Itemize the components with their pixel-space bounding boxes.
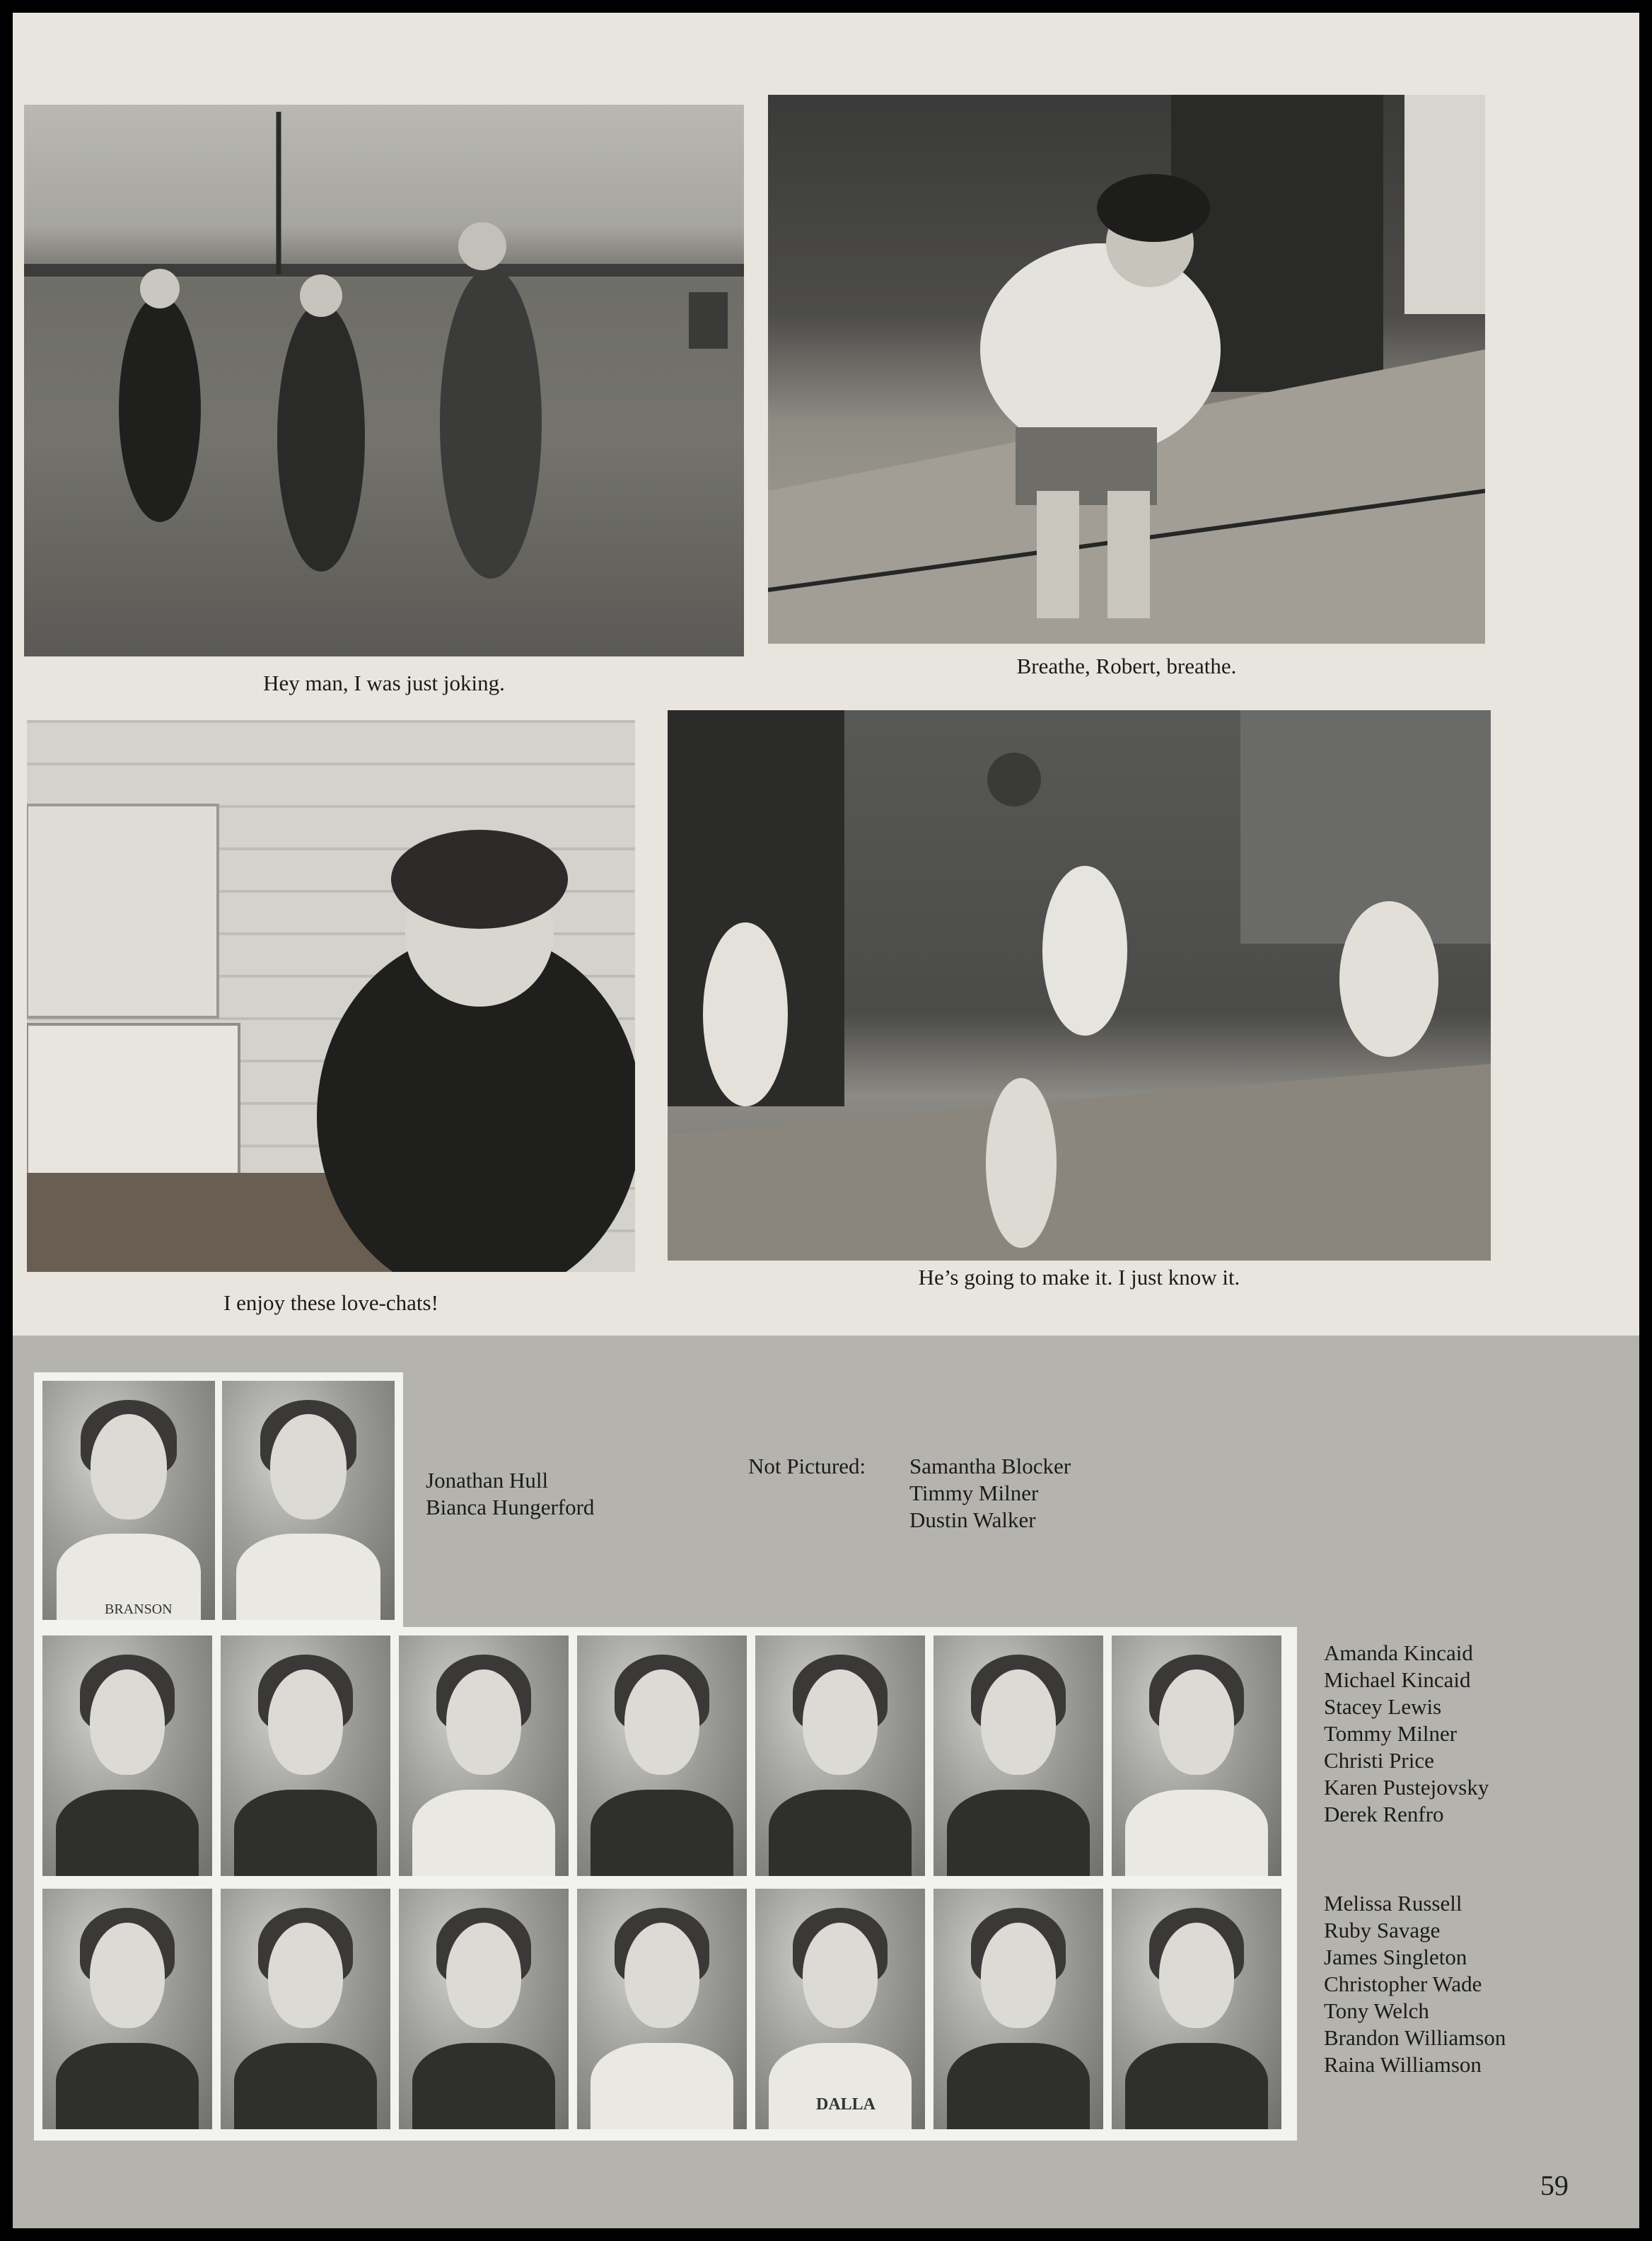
names-row2	[1324, 1890, 1506, 2078]
portrait-face	[268, 1923, 343, 2029]
portrait-face	[624, 1669, 699, 1776]
portrait-derek-renfro	[1112, 1635, 1281, 1876]
name-christopher-wade: Christopher Wade	[1324, 1971, 1482, 1996]
portrait-christi-price	[755, 1635, 925, 1876]
portrait-shirt	[769, 1790, 912, 1876]
portrait-christopher-wade	[577, 1889, 747, 2129]
names-row1	[1324, 1640, 1489, 1828]
portrait-jonathan-hull	[42, 1381, 215, 1620]
portrait-tommy-milner	[577, 1635, 747, 1876]
portrait-amanda-kincaid	[42, 1635, 212, 1876]
name-michael-kincaid: Michael Kincaid	[1324, 1667, 1471, 1692]
photo-gym-robert	[768, 95, 1485, 644]
portrait-shirt	[236, 1534, 381, 1620]
portrait-stacey-lewis	[399, 1635, 569, 1876]
portrait-face	[803, 1923, 878, 2029]
portrait-karen-pustejovsky	[933, 1635, 1103, 1876]
field-scene	[24, 105, 744, 656]
portrait-shirt	[234, 2043, 377, 2129]
portrait-shirt	[234, 1790, 377, 1876]
page-number: 59	[1540, 2170, 1569, 2201]
portrait-shirt	[1125, 2043, 1268, 2129]
portrait-face	[90, 1923, 165, 2029]
name-melissa-russell: Melissa Russell	[1324, 1891, 1462, 1916]
gym-scene	[768, 95, 1485, 644]
portrait-shirt	[591, 1790, 733, 1876]
caption-field: Hey man, I was just joking.	[263, 671, 505, 695]
basketball-scene	[668, 710, 1491, 1261]
name-karen-pustejovsky: Karen Pustejovsky	[1324, 1775, 1489, 1800]
portrait-melissa-russell	[42, 1889, 212, 2129]
shirt-print-branson: BRANSON	[105, 1602, 173, 1617]
name-christi-price: Christi Price	[1324, 1748, 1434, 1773]
yearbook-page	[13, 13, 1639, 2228]
portrait-face	[268, 1669, 343, 1776]
names-group1	[426, 1467, 594, 1521]
portrait-face	[1159, 1669, 1234, 1776]
not-pictured-dustin-walker: Dustin Walker	[909, 1507, 1036, 1532]
portrait-face	[981, 1669, 1056, 1776]
not-pictured-samantha-blocker: Samantha Blocker	[909, 1454, 1071, 1478]
portrait-face	[270, 1414, 346, 1519]
portrait-shirt	[56, 2043, 199, 2129]
computer-scene	[27, 720, 635, 1272]
caption-computer: I enjoy these love-chats!	[223, 1290, 438, 1315]
caption-basketball: He’s going to make it. I just know it.	[918, 1265, 1240, 1290]
portrait-shirt	[1125, 1790, 1268, 1876]
name-tommy-milner: Tommy Milner	[1324, 1721, 1458, 1746]
portrait-brandon-williamson	[933, 1889, 1103, 2129]
not-pictured-label: Not Pictured:	[748, 1454, 866, 1478]
portrait-face	[91, 1414, 166, 1519]
portrait-face	[446, 1923, 521, 2029]
portrait-ruby-savage	[221, 1889, 390, 2129]
name-raina-williamson: Raina Williamson	[1324, 2052, 1482, 2077]
portrait-face	[624, 1923, 699, 2029]
portrait-bianca-hungerford	[222, 1381, 395, 1620]
portrait-face	[446, 1669, 521, 1776]
name-ruby-savage: Ruby Savage	[1324, 1918, 1441, 1942]
name-jonathan-hull: Jonathan Hull	[426, 1468, 549, 1493]
portrait-shirt	[412, 2043, 555, 2129]
name-brandon-williamson: Brandon Williamson	[1324, 2025, 1506, 2050]
not-pictured-list	[909, 1453, 1071, 1534]
portrait-face	[90, 1669, 165, 1776]
portrait-michael-kincaid	[221, 1635, 390, 1876]
name-stacey-lewis: Stacey Lewis	[1324, 1694, 1442, 1719]
photo-field	[24, 105, 744, 656]
shirt-print-dallas: DALLA	[816, 2095, 876, 2114]
portrait-face	[803, 1669, 878, 1776]
portrait-shirt	[947, 2043, 1090, 2129]
name-tony-welch: Tony Welch	[1324, 1998, 1429, 2023]
name-derek-renfro: Derek Renfro	[1324, 1802, 1444, 1826]
portrait-shirt	[947, 1790, 1090, 1876]
name-amanda-kincaid: Amanda Kincaid	[1324, 1640, 1473, 1665]
caption-gym-robert: Breathe, Robert, breathe.	[1016, 654, 1237, 678]
portrait-raina-williamson	[1112, 1889, 1281, 2129]
portrait-shirt	[412, 1790, 555, 1876]
portrait-tony-welch	[755, 1889, 925, 2129]
photo-basketball	[668, 710, 1491, 1261]
portrait-face	[1159, 1923, 1234, 2029]
photo-computer	[27, 720, 635, 1272]
name-james-singleton: James Singleton	[1324, 1945, 1467, 1969]
portrait-shirt	[591, 2043, 733, 2129]
portrait-shirt	[769, 2043, 912, 2129]
portrait-shirt	[56, 1790, 199, 1876]
portrait-face	[981, 1923, 1056, 2029]
portrait-james-singleton	[399, 1889, 569, 2129]
name-bianca-hungerford: Bianca Hungerford	[426, 1495, 595, 1519]
not-pictured-timmy-milner: Timmy Milner	[909, 1481, 1039, 1505]
